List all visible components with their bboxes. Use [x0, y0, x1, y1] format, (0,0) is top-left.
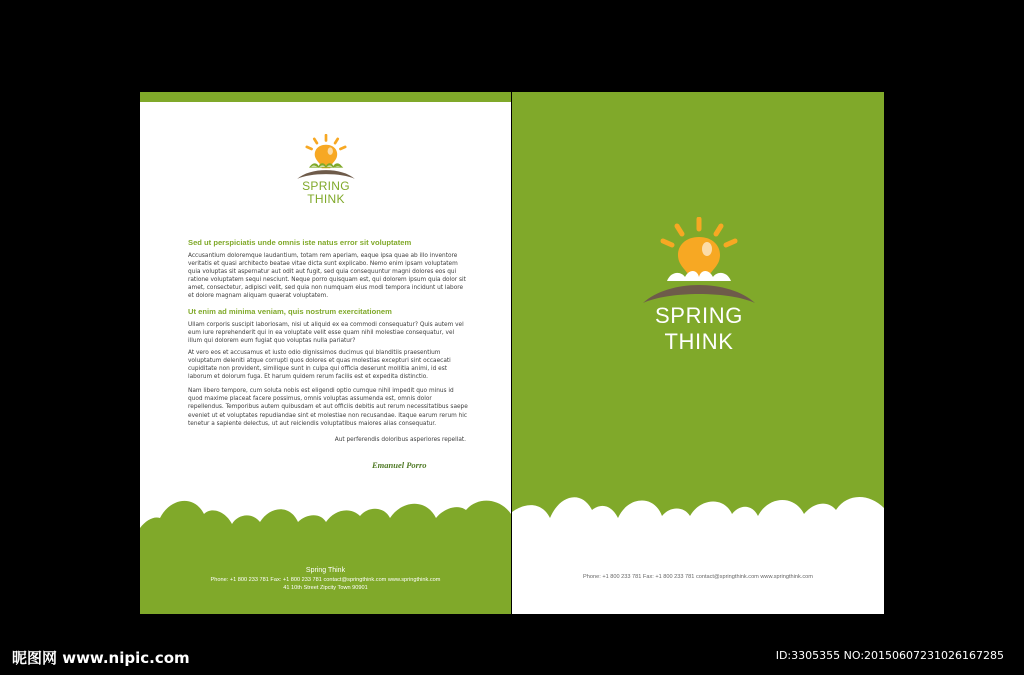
letter-heading-1: Sed ut perspiciatis unde omnis iste natus error sit voluptatem	[188, 238, 412, 247]
letter-heading-2: Ut enim ad minima veniam, quis nostrum exercitationem	[188, 306, 392, 316]
letter-paragraph-4: Nam libero tempore, cum soluta nobis est eligendi optio cumque nihil impedit quo minus id quod maxime placeat facere possimus, omnis voluptas assumenda est, omnis dolor repellendus. Temporibus autem quibusdam et aut officiis debitis aut rerum necessitatibus saepe eveniet ut et voluptates repudiandae sint et molestiae non recusandae. Itaque earum rerum hic tenetur a sapiente delectus, ut aut reiciendis voluptatibus maiores alias consequatur.	[188, 388, 468, 427]
cover-text-think: THINK	[664, 329, 734, 354]
cover-logo	[628, 217, 770, 355]
footer-contact-line: Phone: +1 800 233 781 Fax: +1 800 233 781 contact@springthink.com www.springthink.com	[210, 577, 441, 583]
cover-page	[512, 92, 884, 614]
watermark-id: ID:3305355 NO:20150607231026167285	[775, 649, 1004, 662]
letter-paragraph-2: Ullam corporis suscipit laboriosam, nisi ut aliquid ex ea commodi consequatur? Quis autem vel eum iure reprehenderit qui in ea voluptate velit esse quam nihil molestiae consequatur, vel illum qui dolorem eum fugiat quo voluptas nulla pariatur?	[188, 321, 464, 344]
letter-closing: Aut perferendis doloribus asperiores repellat.	[334, 437, 466, 443]
cover-footer-contact: Phone: +1 800 233 781 Fax: +1 800 233 781 contact@springthink.com www.springthink.com	[583, 574, 813, 580]
lightbulb-sun-icon	[639, 217, 759, 303]
letterhead-page	[140, 92, 511, 614]
cover-text-spring: SPRING	[655, 303, 743, 328]
footer-company-name: Spring Think	[305, 567, 346, 574]
letterhead-logo	[288, 134, 364, 206]
lightbulb-sun-icon	[294, 134, 358, 180]
letter-paragraph-3: At vero eos et accusamus et iusto odio dignissimos ducimus qui blanditiis praesentium voluptatum deleniti atque corrupti quos dolores et quas molestias excepturi sint occaecati cupiditate non provident, similique sunt in culpa qui officia deserunt mollitia animi, id est laborum et dolorum fuga. Et harum quidem rerum facilis est et expedita distinctio.	[188, 349, 451, 381]
white-hills-decoration	[512, 488, 884, 614]
letter-body	[188, 238, 468, 434]
letter-paragraph-1: Accusantium doloremque laudantium, totam rem aperiam, eaque ipsa quae ab illo inventore veritatis et quasi architecto beatae vitae dicta sunt explicabo. Nemo enim ipsam voluptatem quia voluptas sit aspernatur aut odit aut fugit, sed quia consequuntur magni dolores eos qui ratione voluptatem sequi nesciunt. Neque porro quisquam est, qui dolorem ipsum quia dolor sit amet, consectetur, adipisci velit, sed quia non numquam eius modi tempora incidunt ut labore et dolore magnam aliquam quaerat voluptatem.	[188, 253, 466, 300]
letterhead-footer	[140, 566, 511, 592]
letter-signature: Emanuel Porro	[372, 460, 427, 470]
green-hills-decoration	[140, 492, 511, 614]
letterhead-top-bar	[140, 92, 511, 102]
watermark-site: 昵图网 www.nipic.com	[12, 649, 190, 667]
footer-address-line: 41 10th Street Zipcity Town 90901	[283, 585, 368, 591]
logo-text-think: THINK	[307, 192, 345, 206]
logo-text-spring: SPRING	[302, 179, 350, 193]
